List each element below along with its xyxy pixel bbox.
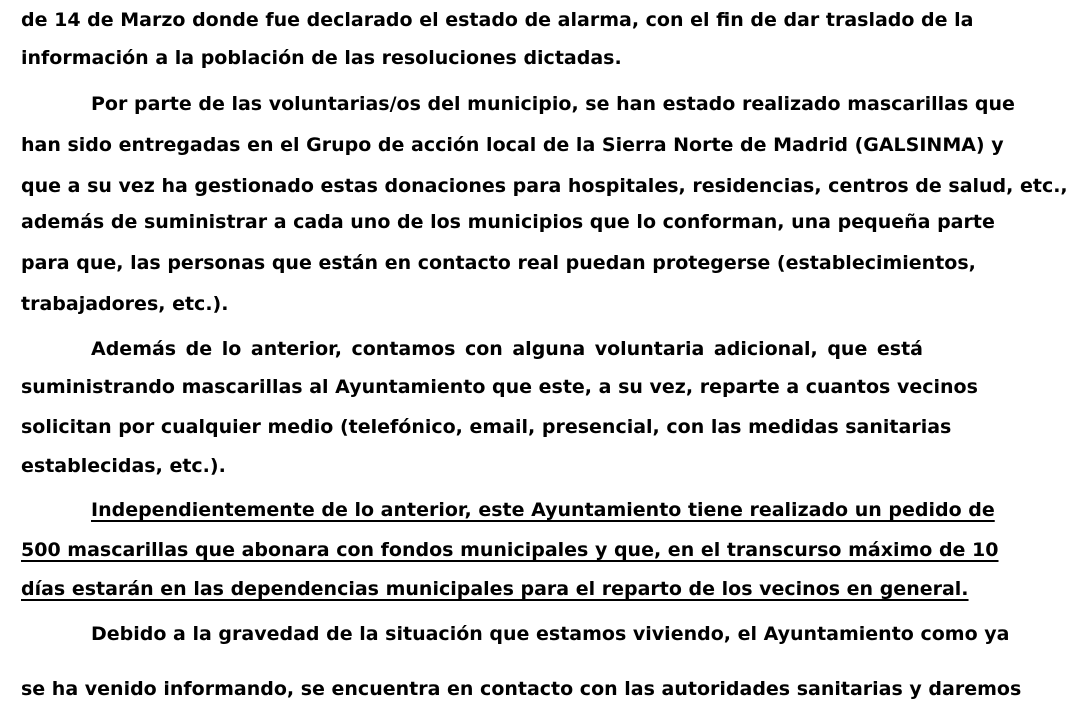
paragraph-4-line-2: [21, 536, 999, 564]
underlined-text: 500 mascarillas que abonara con fondos municipales y que, en el transcurso máximo de 10: [21, 539, 999, 561]
paragraph-5-line-2: se ha venido informando, se encuentra en contacto con las autoridades sanitarias y daremos: [21, 678, 1022, 700]
paragraph-4-line-1: [91, 496, 995, 524]
paragraph-4-line-3: [21, 575, 969, 603]
paragraph-2-line-1: Por parte de las voluntarias/os del municipio, se han estado realizado mascarillas que: [91, 93, 1015, 115]
paragraph-2-line-5: para que, las personas que están en contacto real puedan protegerse (establecimientos,: [21, 252, 976, 274]
paragraph-3-line-1: Además de lo anterior, contamos con alguna voluntaria adicional, que está: [91, 338, 923, 360]
paragraph-1-line-2: información a la población de las resoluciones dictadas.: [21, 47, 622, 69]
paragraph-2-line-4: además de suministrar a cada uno de los municipios que lo conforman, una pequeña parte: [21, 211, 995, 233]
paragraph-2-line-3: que a su vez ha gestionado estas donaciones para hospitales, residencias, centros de salud, etc.,: [21, 175, 1068, 197]
paragraph-5-line-1: Debido a la gravedad de la situación que estamos viviendo, el Ayuntamiento como ya: [91, 623, 1010, 645]
paragraph-3-line-2: suministrando mascarillas al Ayuntamiento que este, a su vez, reparte a cuantos vecinos: [21, 376, 978, 398]
paragraph-2-line-2: han sido entregadas en el Grupo de acción local de la Sierra Norte de Madrid (GALSINMA) y: [21, 134, 1004, 156]
paragraph-2-line-6: trabajadores, etc.).: [21, 293, 229, 315]
paragraph-3-line-3: solicitan por cualquier medio (telefónico, email, presencial, con las medidas sanitarias: [21, 416, 952, 438]
underlined-text: Independientemente de lo anterior, este Ayuntamiento tiene realizado un pedido de: [91, 499, 995, 521]
underlined-text: días estarán en las dependencias municipales para el reparto de los vecinos en general.: [21, 578, 969, 600]
paragraph-3-line-4: establecidas, etc.).: [21, 455, 226, 477]
paragraph-1-line-1: de 14 de Marzo donde fue declarado el estado de alarma, con el fin de dar traslado de la: [21, 9, 974, 31]
